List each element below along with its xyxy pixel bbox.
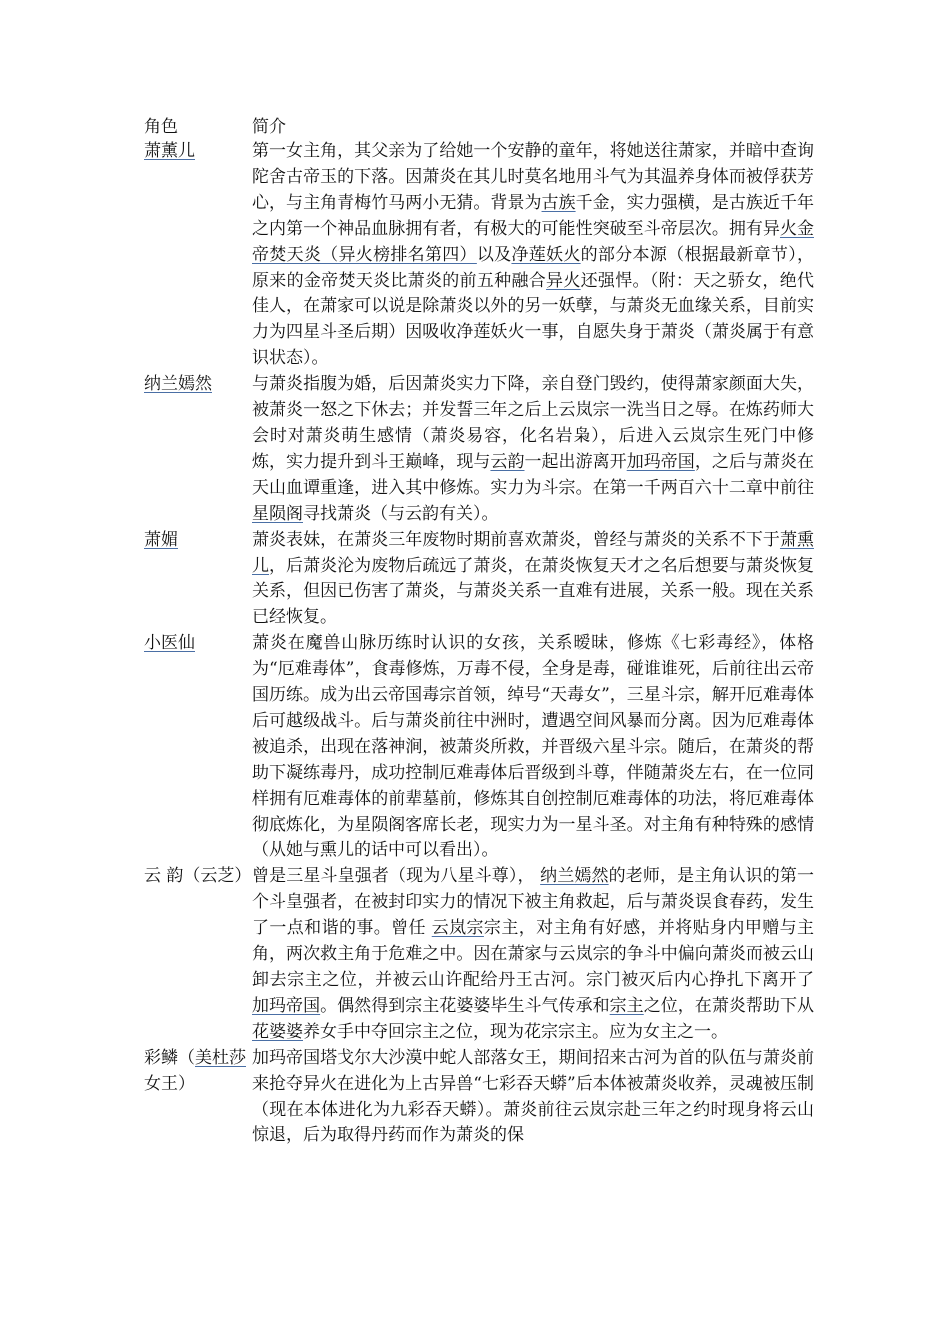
intro-text: 萧炎表妹，在萧炎三年废物时期前喜欢萧炎，曾经与萧炎的关系不下于 bbox=[252, 529, 780, 550]
role-cell bbox=[144, 372, 252, 527]
intro-text: 以及 bbox=[476, 244, 512, 265]
intro-link[interactable]: 萧熏儿 bbox=[252, 529, 814, 576]
intro-cell bbox=[252, 528, 814, 632]
intro-text: 曾是三星斗皇强者（现为八星斗尊）， bbox=[252, 866, 541, 887]
intro-text: 第一女主角，其父亲为了给她一个安静的童年，将她送往萧家，并暗中查询陀舍古帝玉的下落。因萧炎在其儿时莫名地用斗气为其温养身体而被俘获芳心，与主角青梅竹马两小无猜。背景为 bbox=[252, 141, 814, 213]
intro-link[interactable]: 星陨阁 bbox=[252, 503, 303, 524]
role-cell bbox=[144, 864, 252, 1045]
intro-link[interactable]: 加玛帝国 bbox=[252, 995, 321, 1016]
intro-cell bbox=[252, 1046, 814, 1150]
role-name[interactable]: 小医仙 bbox=[144, 633, 195, 654]
table-row bbox=[144, 631, 814, 864]
intro-text: 一起出游离开 bbox=[524, 451, 627, 472]
intro-link[interactable]: 云韵 bbox=[490, 451, 525, 472]
intro-link[interactable]: 火金帝焚天炎（异火榜排名第四） bbox=[252, 218, 814, 265]
role-cell bbox=[144, 631, 252, 864]
intro-link[interactable]: 净莲妖火 bbox=[511, 244, 581, 265]
intro-cell bbox=[252, 372, 814, 527]
intro-text: 萧炎在魔兽山脉历练时认识的女孩，关系暧昧，修炼《七彩毒经》，体格为“厄难毒体”，食毒修炼，万毒不侵，全身是毒，碰谁谁死，后前往出云帝国历练。成为出云帝国毒宗首领，绰号“天毒女”，三星斗宗，解开厄难毒体后可越级战斗。后与萧炎前往中洲时，遭遇空间风暴而分离。因为厄难毒体被追杀，出现在落神涧，被萧炎所救，并晋级六星斗宗。随后，在萧炎的帮助下凝练毒丹，成功控制厄难毒体后晋级到斗尊，伴随萧炎左右，在一位同样拥有厄难毒体的前辈墓前，修炼其自创控制厄难毒体的功法，将厄难毒体彻底炼化，为星陨阁客席长老，现实力为一星斗圣。对主角有种特殊的感情（从她与熏儿的话中可以看出）。 bbox=[252, 633, 814, 861]
intro-text: 。偶然得到宗主花婆婆毕生斗气传承和 bbox=[320, 995, 610, 1016]
intro-text: 还强悍。（附：天之骄女，绝代佳人，在萧家可以说是除萧炎以外的另一妖孽，与萧炎无血缘关系，目前实力为四星斗圣后期）因吸收净莲妖火一事，自愿失身于萧炎（萧炎属于有意识状态）。 bbox=[252, 270, 814, 369]
intro-text: 的老师，是主角认识的第一个斗皇强者，在被封印实力的情况下被主角救起，后与萧炎误食春药，发生了一点和谐的事。曾任 bbox=[252, 866, 815, 939]
character-table bbox=[144, 115, 814, 1149]
intro-text: 之位，在萧炎帮助下从 bbox=[643, 995, 814, 1016]
intro-cell bbox=[252, 139, 814, 372]
intro-link[interactable]: 加玛帝国 bbox=[626, 451, 695, 472]
intro-link[interactable]: 宗主 bbox=[609, 995, 644, 1016]
intro-link[interactable]: 异火 bbox=[546, 270, 581, 291]
header-intro: 简介 bbox=[252, 117, 286, 137]
intro-link[interactable]: 云岚宗 bbox=[431, 918, 484, 939]
intro-link[interactable]: 古族 bbox=[541, 192, 576, 213]
intro-link[interactable]: 纳兰嫣然 bbox=[540, 866, 609, 887]
table-row bbox=[144, 372, 814, 527]
intro-text: 与萧炎指腹为婚，后因萧炎实力下降，亲自登门毁约，使得萧家颜面大失，被萧炎一怒之下休去；并发誓三年之后上云岚宗一洗当日之辱。在炼药师大会时对萧炎萌生感情（萧炎易容，化名岩枭），后进入云岚宗生死门中修炼，实力提升到斗王巅峰，现与 bbox=[252, 374, 814, 472]
table-row bbox=[144, 864, 814, 1045]
role-text: 女王） bbox=[144, 1073, 195, 1094]
table-header bbox=[144, 115, 814, 139]
intro-text: 寻找萧炎（与云韵有关）。 bbox=[303, 503, 499, 524]
role-name: 云 韵（云芝） bbox=[144, 866, 252, 887]
header-role: 角色 bbox=[144, 117, 178, 137]
role-name[interactable]: 萧媚 bbox=[144, 529, 178, 550]
table-row bbox=[144, 139, 814, 372]
intro-text: 的部分本源（根据最新章节），原来的金帝焚天炎比萧炎的前五种融合 bbox=[252, 244, 814, 291]
table-row bbox=[144, 1046, 814, 1150]
intro-text: 加玛帝国塔戈尔大沙漠中蛇人部落女王，期间招来古河为首的队伍与萧炎前来抢夺异火在进化为上古异兽“七彩吞天蟒”后本体被萧炎收养，灵魂被压制 （现在本体进化为九彩吞天蟒）。萧炎前往云岚宗赴三年之约时现身将云山惊退，后为取得丹药而作为萧炎的保 bbox=[252, 1047, 814, 1146]
table-row bbox=[144, 528, 814, 632]
intro-text: ，后萧炎沦为废物后疏远了萧炎，在萧炎恢复天才之名后想要与萧炎恢复关系，但因已伤害了萧炎，与萧炎关系一直难有进展，关系一般。现在关系已经恢复。 bbox=[252, 555, 814, 628]
intro-text: ，之后与萧炎在天山血谭重逢，进入其中修炼。实力为斗宗。在第一千两百六十二章中前往 bbox=[252, 451, 814, 498]
role-link[interactable]: 美杜莎 bbox=[195, 1047, 246, 1068]
intro-text: 宗主，对主角有好感，并将贴身内甲赠与主角，两次救主角于危难之中。因在萧家与云岚宗的争斗中偏向萧炎而被云山卸去宗主之位，并被云山许配给丹王古河。宗门被灭后内心挣扎下离开了 bbox=[252, 918, 815, 990]
role-cell bbox=[144, 1046, 252, 1150]
role-cell bbox=[144, 528, 252, 632]
role-text: 彩鳞（ bbox=[144, 1047, 195, 1068]
table-body bbox=[144, 139, 814, 1149]
intro-text: 养女手中夺回宗主之位，现为花宗宗主。应为女主之一。 bbox=[303, 1021, 728, 1042]
role-name[interactable]: 萧薰儿 bbox=[144, 141, 195, 161]
intro-cell bbox=[252, 864, 814, 1045]
role-name[interactable]: 纳兰嫣然 bbox=[144, 374, 212, 395]
intro-text: 千金，实力强横，是古族近千年之内第一个神品血脉拥有者，有极大的可能性突破至斗帝层次。拥有异 bbox=[252, 192, 814, 239]
role-cell bbox=[144, 139, 252, 372]
intro-link[interactable]: 花婆婆 bbox=[252, 1021, 303, 1042]
intro-cell bbox=[252, 631, 814, 864]
